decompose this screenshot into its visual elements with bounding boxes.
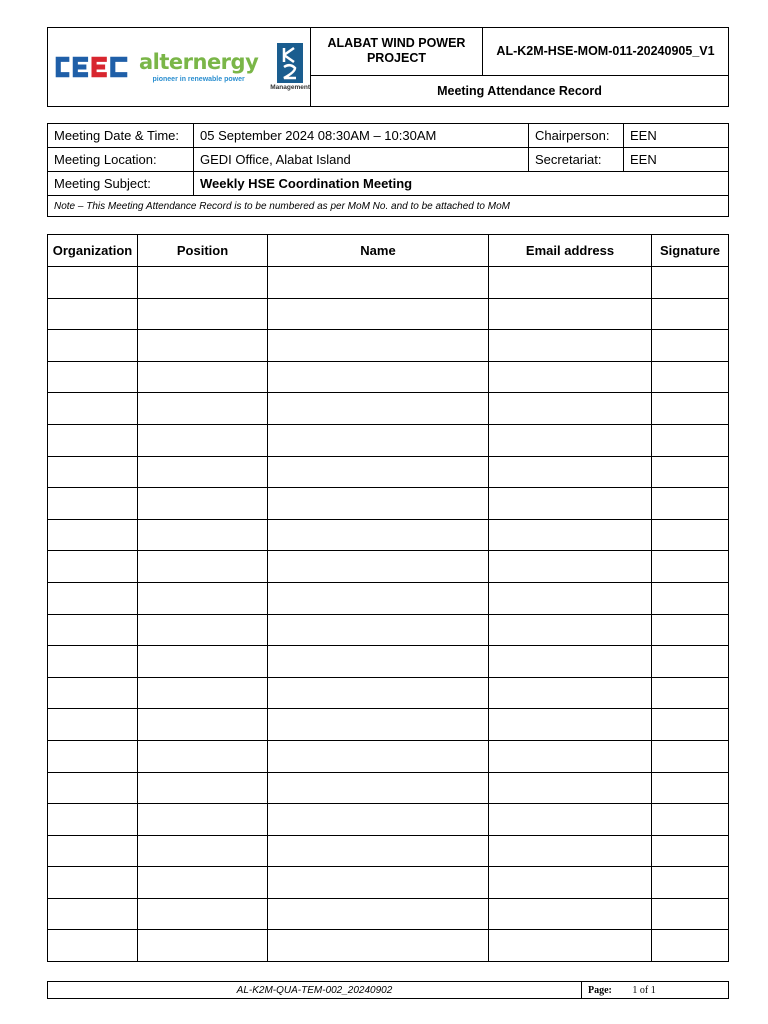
attendance-row	[48, 582, 729, 614]
cell-organization[interactable]	[48, 772, 138, 804]
cell-email[interactable]	[489, 646, 652, 678]
info-row-subject	[48, 172, 729, 196]
cell-position[interactable]	[138, 488, 268, 520]
attendance-row	[48, 930, 729, 962]
ceec-logo	[54, 51, 129, 83]
col-header-email: Email address	[489, 235, 652, 267]
cell-name[interactable]	[268, 772, 489, 804]
cell-email[interactable]	[489, 835, 652, 867]
cell-signature[interactable]	[652, 772, 729, 804]
cell-signature[interactable]	[652, 582, 729, 614]
cell-name[interactable]	[268, 614, 489, 646]
cell-position[interactable]	[138, 424, 268, 456]
attendance-row	[48, 804, 729, 836]
cell-email[interactable]	[489, 677, 652, 709]
attendance-row	[48, 488, 729, 520]
cell-email[interactable]	[489, 930, 652, 962]
attendance-row	[48, 519, 729, 551]
cell-email[interactable]	[489, 804, 652, 836]
cell-position[interactable]	[138, 804, 268, 836]
k2-subtitle: Management	[270, 84, 310, 91]
page-value: 1 of 1	[632, 984, 656, 996]
info-row-note	[48, 196, 729, 217]
cell-email[interactable]	[489, 898, 652, 930]
cell-signature[interactable]	[652, 835, 729, 867]
k2-logo	[270, 43, 310, 91]
cell-email[interactable]	[489, 582, 652, 614]
cell-signature[interactable]	[652, 424, 729, 456]
cell-organization[interactable]	[48, 424, 138, 456]
cell-signature[interactable]	[652, 614, 729, 646]
cell-position[interactable]	[138, 740, 268, 772]
date-label: Meeting Date & Time:	[48, 124, 194, 148]
cell-signature[interactable]	[652, 393, 729, 425]
cell-name[interactable]	[268, 361, 489, 393]
cell-name[interactable]	[268, 519, 489, 551]
cell-name[interactable]	[268, 804, 489, 836]
document-footer	[47, 981, 729, 999]
cell-organization[interactable]	[48, 582, 138, 614]
cell-signature[interactable]	[652, 488, 729, 520]
cell-position[interactable]	[138, 646, 268, 678]
cell-position[interactable]	[138, 709, 268, 741]
cell-signature[interactable]	[652, 330, 729, 362]
cell-name[interactable]	[268, 330, 489, 362]
cell-position[interactable]	[138, 519, 268, 551]
cell-organization[interactable]	[48, 330, 138, 362]
cell-position[interactable]	[138, 551, 268, 583]
attendance-row	[48, 330, 729, 362]
cell-organization[interactable]	[48, 551, 138, 583]
cell-organization[interactable]	[48, 519, 138, 551]
info-row-date	[48, 124, 729, 148]
attendance-row	[48, 424, 729, 456]
cell-signature[interactable]	[652, 867, 729, 899]
cell-email[interactable]	[489, 488, 652, 520]
info-row-location	[48, 148, 729, 172]
cell-email[interactable]	[489, 361, 652, 393]
col-header-organization: Organization	[48, 235, 138, 267]
cell-position[interactable]	[138, 267, 268, 299]
cell-signature[interactable]	[652, 646, 729, 678]
cell-organization[interactable]	[48, 804, 138, 836]
subject-value: Weekly HSE Coordination Meeting	[194, 172, 729, 196]
cell-name[interactable]	[268, 488, 489, 520]
cell-position[interactable]	[138, 835, 268, 867]
cell-signature[interactable]	[652, 709, 729, 741]
attendance-row	[48, 835, 729, 867]
attendance-body	[48, 267, 729, 962]
cell-signature[interactable]	[652, 740, 729, 772]
cell-signature[interactable]	[652, 677, 729, 709]
cell-name[interactable]	[268, 393, 489, 425]
cell-name[interactable]	[268, 835, 489, 867]
document-header	[47, 27, 729, 107]
cell-position[interactable]	[138, 361, 268, 393]
template-code: AL-K2M-QUA-TEM-002_20240902	[48, 982, 582, 999]
cell-email[interactable]	[489, 424, 652, 456]
attendance-row	[48, 361, 729, 393]
attendance-row	[48, 393, 729, 425]
cell-name[interactable]	[268, 424, 489, 456]
cell-signature[interactable]	[652, 898, 729, 930]
cell-email[interactable]	[489, 551, 652, 583]
alternergy-tagline: pioneer in renewable power	[152, 75, 245, 83]
cell-organization[interactable]	[48, 709, 138, 741]
cell-organization[interactable]	[48, 867, 138, 899]
cell-signature[interactable]	[652, 298, 729, 330]
attendance-row	[48, 456, 729, 488]
cell-organization[interactable]	[48, 393, 138, 425]
location-label: Meeting Location:	[48, 148, 194, 172]
cell-email[interactable]	[489, 393, 652, 425]
k2-mark	[277, 43, 303, 83]
attendance-row	[48, 267, 729, 299]
document-code: AL-K2M-HSE-MOM-011-20240905_V1	[483, 28, 729, 76]
cell-signature[interactable]	[652, 930, 729, 962]
cell-signature[interactable]	[652, 551, 729, 583]
attendance-header-row	[48, 235, 729, 267]
record-title: Meeting Attendance Record	[311, 75, 729, 106]
cell-organization[interactable]	[48, 898, 138, 930]
meeting-info-table	[47, 123, 729, 217]
attendance-row	[48, 646, 729, 678]
cell-position[interactable]	[138, 614, 268, 646]
cell-position[interactable]	[138, 393, 268, 425]
location-value: GEDI Office, Alabat Island	[194, 148, 529, 172]
cell-position[interactable]	[138, 772, 268, 804]
cell-name[interactable]	[268, 551, 489, 583]
cell-organization[interactable]	[48, 488, 138, 520]
cell-organization[interactable]	[48, 835, 138, 867]
cell-name[interactable]	[268, 646, 489, 678]
attendance-row	[48, 709, 729, 741]
col-header-position: Position	[138, 235, 268, 267]
cell-organization[interactable]	[48, 646, 138, 678]
attendance-row	[48, 551, 729, 583]
cell-organization[interactable]	[48, 930, 138, 962]
cell-name[interactable]	[268, 267, 489, 299]
cell-position[interactable]	[138, 330, 268, 362]
attendance-table	[47, 234, 729, 962]
alternergy-logo	[138, 49, 259, 83]
attendance-row	[48, 867, 729, 899]
cell-email[interactable]	[489, 740, 652, 772]
attendance-note: Note – This Meeting Attendance Record is to be numbered as per MoM No. and to be attached to MoM	[48, 196, 729, 217]
cell-name[interactable]	[268, 677, 489, 709]
cell-signature[interactable]	[652, 456, 729, 488]
cell-signature[interactable]	[652, 519, 729, 551]
alternergy-wordmark: alternergy	[138, 49, 259, 74]
cell-email[interactable]	[489, 330, 652, 362]
cell-organization[interactable]	[48, 614, 138, 646]
cell-position[interactable]	[138, 582, 268, 614]
cell-name[interactable]	[268, 740, 489, 772]
cell-email[interactable]	[489, 519, 652, 551]
col-header-signature: Signature	[652, 235, 729, 267]
page-indicator	[582, 982, 729, 999]
chairperson-value: EEN	[624, 124, 729, 148]
cell-organization[interactable]	[48, 361, 138, 393]
cell-position[interactable]	[138, 930, 268, 962]
cell-name[interactable]	[268, 930, 489, 962]
cell-position[interactable]	[138, 677, 268, 709]
cell-signature[interactable]	[652, 804, 729, 836]
cell-email[interactable]	[489, 772, 652, 804]
attendance-row	[48, 772, 729, 804]
attendance-row	[48, 677, 729, 709]
cell-name[interactable]	[268, 898, 489, 930]
cell-organization[interactable]	[48, 677, 138, 709]
cell-email[interactable]	[489, 614, 652, 646]
subject-label: Meeting Subject:	[48, 172, 194, 196]
attendance-row	[48, 740, 729, 772]
page-label: Page:	[588, 984, 612, 996]
secretariat-label: Secretariat:	[529, 148, 624, 172]
chairperson-label: Chairperson:	[529, 124, 624, 148]
cell-organization[interactable]	[48, 267, 138, 299]
cell-name[interactable]	[268, 298, 489, 330]
logo-area	[48, 28, 311, 107]
cell-email[interactable]	[489, 709, 652, 741]
cell-name[interactable]	[268, 867, 489, 899]
cell-position[interactable]	[138, 298, 268, 330]
cell-email[interactable]	[489, 298, 652, 330]
cell-position[interactable]	[138, 898, 268, 930]
cell-position[interactable]	[138, 456, 268, 488]
attendance-row	[48, 898, 729, 930]
col-header-name: Name	[268, 235, 489, 267]
cell-email[interactable]	[489, 267, 652, 299]
attendance-row	[48, 614, 729, 646]
cell-name[interactable]	[268, 582, 489, 614]
cell-signature[interactable]	[652, 267, 729, 299]
cell-organization[interactable]	[48, 456, 138, 488]
cell-name[interactable]	[268, 709, 489, 741]
project-title: ALABAT WIND POWER PROJECT	[311, 28, 483, 76]
secretariat-value: EEN	[624, 148, 729, 172]
cell-organization[interactable]	[48, 298, 138, 330]
cell-name[interactable]	[268, 456, 489, 488]
attendance-row	[48, 298, 729, 330]
cell-position[interactable]	[138, 867, 268, 899]
cell-email[interactable]	[489, 867, 652, 899]
cell-signature[interactable]	[652, 361, 729, 393]
cell-email[interactable]	[489, 456, 652, 488]
date-value: 05 September 2024 08:30AM – 10:30AM	[194, 124, 529, 148]
cell-organization[interactable]	[48, 740, 138, 772]
